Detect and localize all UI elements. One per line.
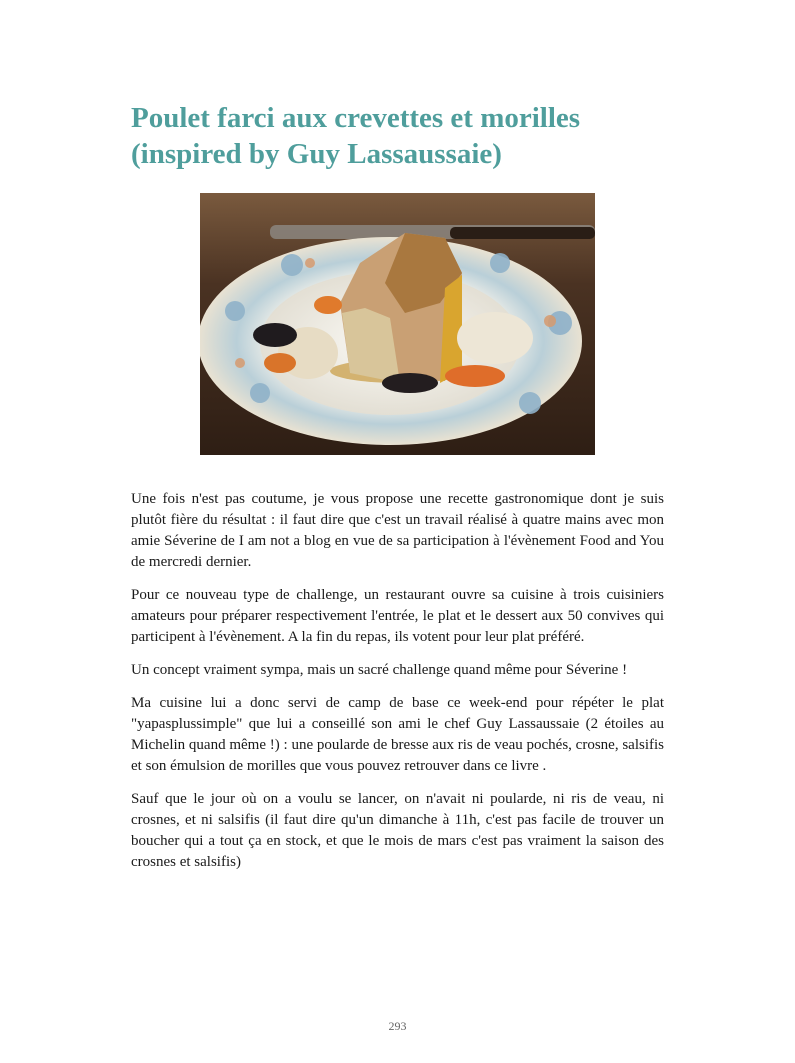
knife-handle: [450, 227, 595, 239]
dish-illustration: [200, 193, 595, 455]
carrot-right: [445, 365, 505, 387]
morels-left: [253, 323, 297, 347]
paragraph: Sauf que le jour où on a voulu se lancer, on n'avait ni poularde, ni ris de veau, ni crosnes, et ni salsifis (il faut dire qu'un dimanche à 11h, c'est pas facile de trouver un boucher qui a tout ça en stock, et que le mois de mars c'est pas vraiment la saison des crosnes et salsifis): [131, 791, 664, 870]
cauliflower-right: [457, 312, 533, 364]
morels-bottom: [382, 373, 438, 393]
paragraph: Un concept vraiment sympa, mais un sacré challenge quand même pour Séverine !: [131, 662, 628, 678]
article-body: [131, 489, 664, 885]
page-title: [131, 100, 691, 172]
paragraph: Pour ce nouveau type de challenge, un restaurant ouvre sa cuisine à trois cuisiniers amateurs pour préparer respectivement l'entrée, le plat et le dessert aux 50 convives qui participent à l'évènement. A la fin du repas, ils votent pour leur plat préféré.: [131, 587, 664, 645]
title-line-1: Poulet farci aux crevettes et morilles: [131, 102, 581, 134]
dish-photo: [200, 193, 595, 455]
carrot-left: [264, 353, 296, 373]
page-number: 293: [388, 1019, 407, 1033]
paragraph: Une fois n'est pas coutume, je vous propose une recette gastronomique dont je suis plutôt fière du résultat : il faut dire que c'est un travail réalisé à quatre mains avec mon amie Séverine de I am not a blog en vue de sa participation à l'évènement Food and You de mercredi dernier.: [131, 491, 664, 570]
title-line-2: (inspired by Guy Lassaussaie): [131, 138, 502, 170]
paragraph: Ma cuisine lui a donc servi de camp de base ce week-end pour répéter le plat "yapasplussimple" que lui a conseillé son ami le chef Guy Lassaussaie (2 étoiles au Michelin quand même !) : une poularde de bresse aux ris de veau pochés, crosne, salsifis et son émulsion de morilles que vous pouvez retrouver dans ce livre .: [131, 695, 664, 774]
carrot-top: [314, 296, 342, 314]
